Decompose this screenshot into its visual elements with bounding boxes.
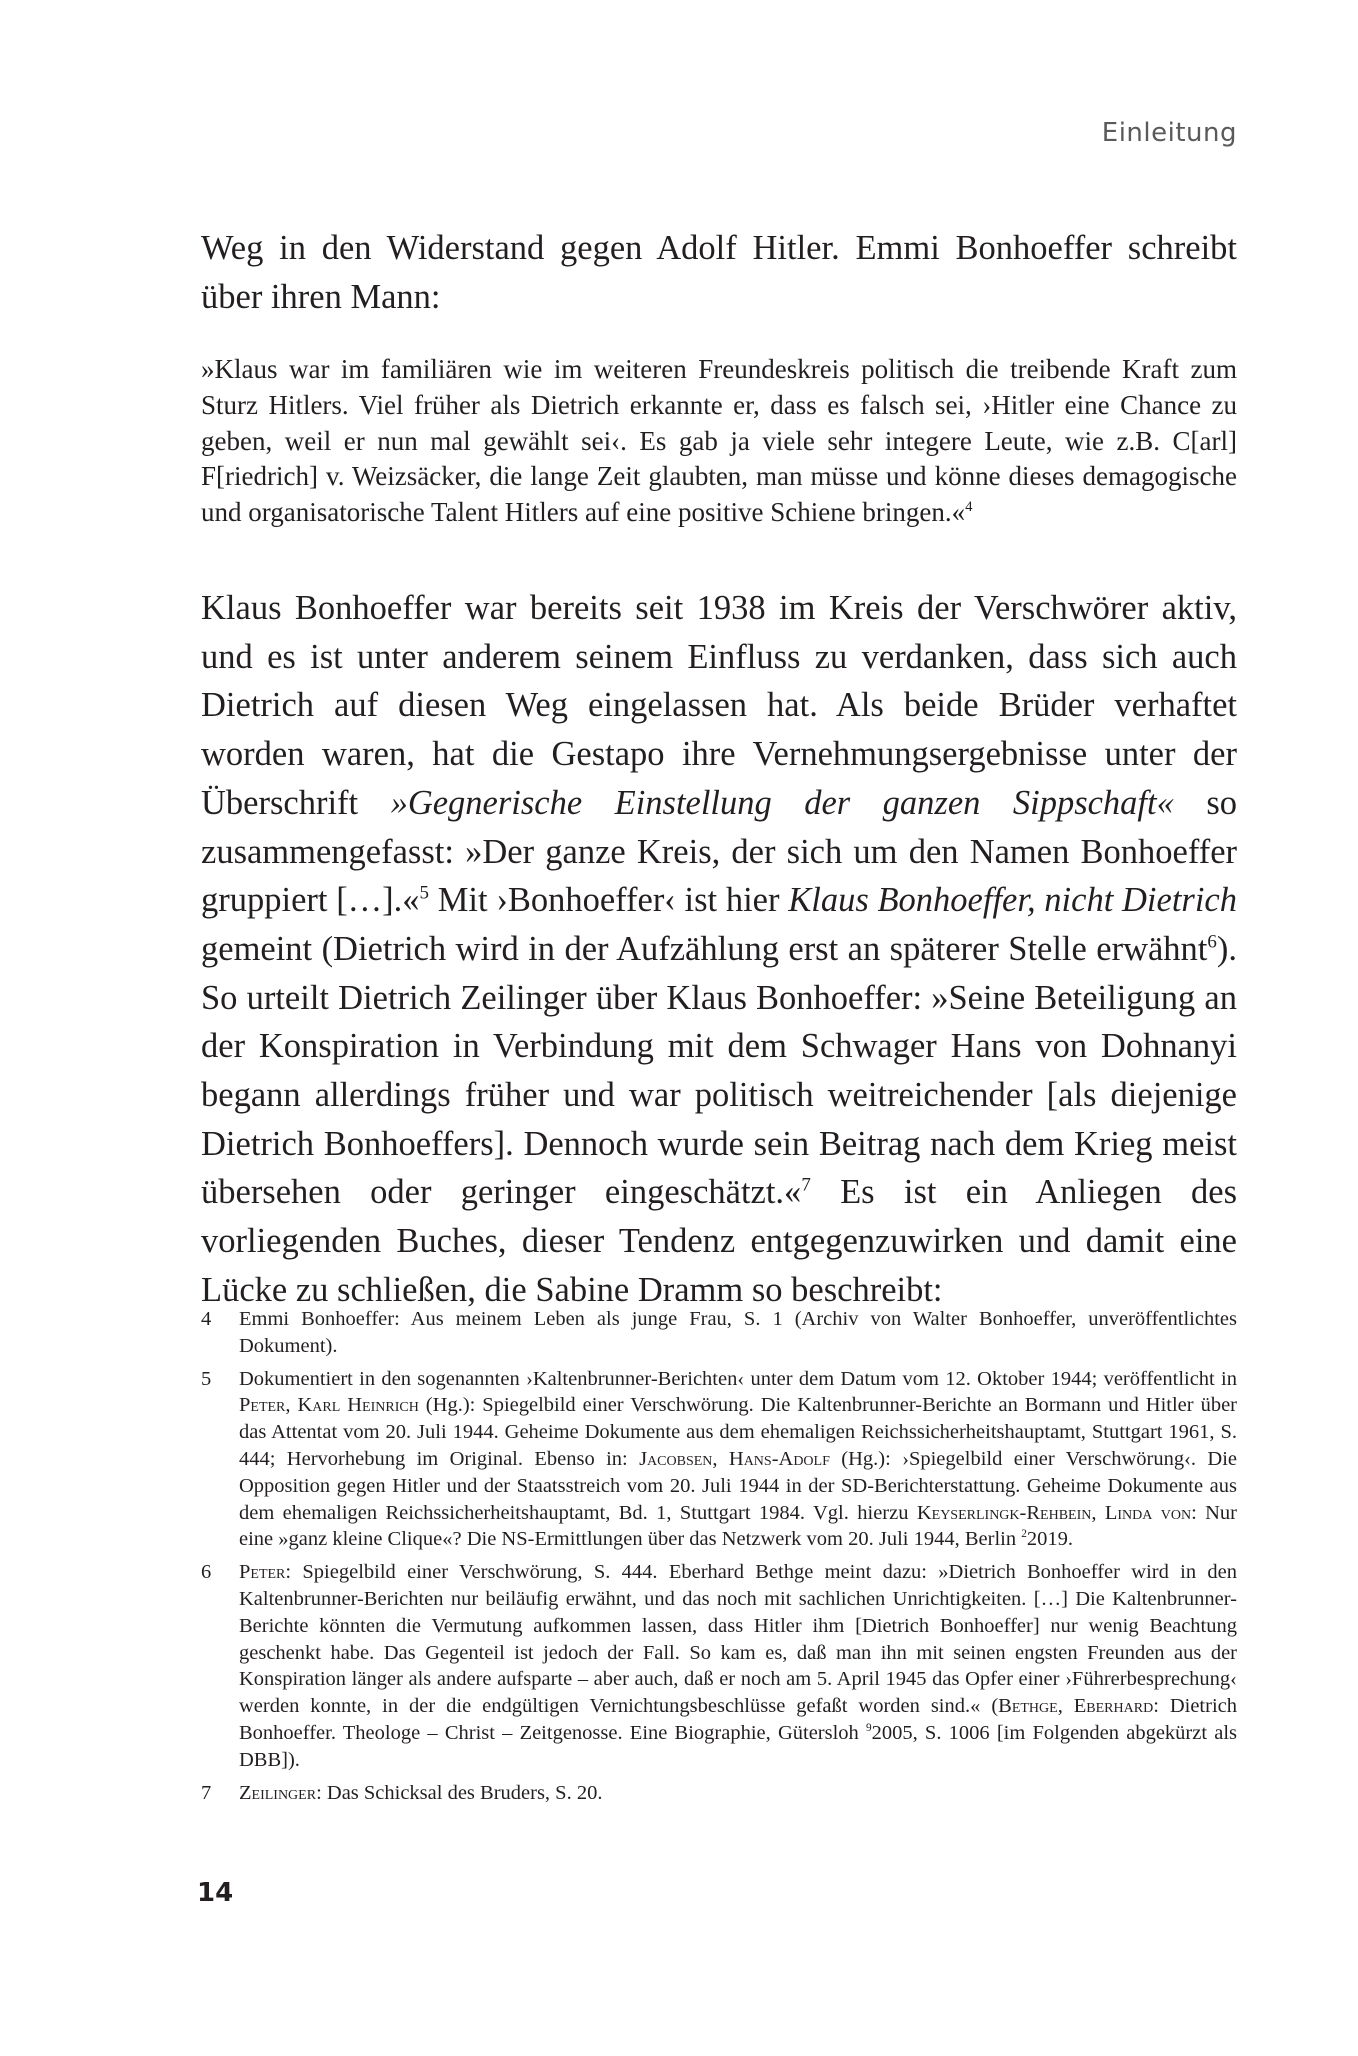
fn6-text-a: : Spiegelbild einer Verschwörung, S. 444. Eberhard Bethge meint dazu: »Dietrich Bonhoeffer wird in den Kaltenbrunner-Berichten nur beiläufig erwähnt, und das noch mit sachlichen Unrichtigkeiten. […] Die Kaltenbrunner-Berichte könnten die Vermutung aufkommen lassen, dass Hitler ihm [Dietrich Bonhoeffer] nur wenig Beachtung geschenkt habe. Das Gegenteil ist jedoch der Fall. So kam es, daß man ihn mit seinen engsten Freunden aus der Konspiration länger als andere aufsparte – aber auch, daß er noch am 5. April 1945 das Opfer einer ›Führerbesprechung‹ werden konnte, in der die endgültigen Vernichtungsbeschlüsse gefaßt worden sind.« ( bbox=[239, 1561, 1237, 1718]
fn7-text-a: : Das Schicksal des Bruders, S. 20. bbox=[316, 1781, 603, 1804]
fn5-author-keyserlingk: Keyserlingk-Rehbein, Linda von bbox=[916, 1501, 1192, 1524]
footnote-text bbox=[239, 1366, 1237, 1554]
main-text-4: gemeint (Dietrich wird in der Aufzählung erst an späterer Stelle erwähnt bbox=[201, 929, 1208, 968]
footnote-4 bbox=[201, 1306, 1237, 1360]
page-number: 14 bbox=[197, 1878, 234, 1908]
running-head: Einleitung bbox=[1101, 118, 1237, 148]
main-text-6: Es ist ein Anliegen des vorliegenden Buches, dieser Tendenz entgegenzuwirken und damit eine Lücke zu schließen, die Sabine Dramm so beschreibt: bbox=[201, 1173, 1237, 1309]
fn5-author-peter: Peter, Karl Heinrich bbox=[239, 1394, 419, 1417]
footnote-number: 6 bbox=[201, 1561, 212, 1584]
fn6-author-peter: Peter bbox=[239, 1561, 286, 1584]
main-text-1: Klaus Bonhoeffer war bereits seit 1938 im Kreis der Verschwörer aktiv, und es ist unter anderem seinem Einfluss zu verdanken, dass sich auch Dietrich auf diesen Weg eingelassen hat. Als beide Brüder verhaftet worden waren, hat die Gestapo ihre Vernehmungsergebnisse unter der Überschrift bbox=[201, 589, 1237, 822]
fn7-author-zeilinger: Zeilinger bbox=[239, 1781, 317, 1804]
fn6-author-bethge: Bethge, Eberhard bbox=[998, 1695, 1154, 1718]
main-text-3: Mit ›Bonhoeffer‹ ist hier bbox=[429, 881, 789, 920]
fn5-text-d: : Nur eine »ganz kleine Clique«? Die NS-Ermittlungen über das Netzwerk vom 20. Juli 1944, Berlin bbox=[239, 1501, 1238, 1551]
block-quote bbox=[201, 352, 1237, 531]
footnote-number: 7 bbox=[201, 1781, 212, 1804]
fn5-edition: 2 bbox=[1021, 1528, 1027, 1541]
fn5-text-e: 2019. bbox=[1026, 1528, 1073, 1551]
intro-paragraph bbox=[201, 224, 1237, 321]
footnote-ref-4: 4 bbox=[965, 499, 973, 516]
italic-klaus: Klaus Bonhoeffer, nicht Dietrich bbox=[788, 881, 1237, 920]
footnote-7 bbox=[201, 1780, 1237, 1807]
main-text-5: ). So urteilt Dietrich Zeilinger über Klaus Bonhoeffer: »Seine Beteiligung an der Konspiration in Verbindung mit dem Schwager Hans von Dohnanyi begann allerdings früher und war politisch weitreichender [als diejenige Dietrich Bonhoeffers]. Dennoch wurde sein Beitrag nach dem Krieg meist übersehen oder geringer eingeschätzt.« bbox=[201, 929, 1237, 1212]
footnote-number: 5 bbox=[201, 1367, 212, 1390]
fn5-text-c: (Hg.): ›Spiegelbild einer Verschwörung‹. Die Opposition gegen Hitler und der Staatsstreich vom 20. Juli 1944 in der SD-Berichterstattung. Geheime Dokumente aus dem ehemaligen Reichssicherheitshauptamt, Bd. 1, Stuttgart 1984. Vgl. hierzu bbox=[239, 1447, 1237, 1524]
fn6-text-c: 2005, S. 1006 [im Folgenden abgekürzt als DBB]). bbox=[239, 1721, 1237, 1771]
fn5-author-jacobsen: Jacobsen, Hans-Adolf bbox=[639, 1447, 830, 1470]
fn5-text-b: (Hg.): Spiegelbild einer Verschwörung. Die Kaltenbrunner-Berichte an Bormann und Hitler über das Attentat vom 20. Juli 1944. Geheime Dokumente aus dem ehemaligen Reichssicherheitshauptamt, Stuttgart 1961, S. 444; Hervorhebung im Original. Ebenso in: bbox=[239, 1394, 1237, 1470]
fn6-edition: 9 bbox=[865, 1722, 872, 1735]
footnote-6 bbox=[201, 1559, 1237, 1773]
footnote-number: 4 bbox=[201, 1308, 212, 1330]
footnote-ref-7: 7 bbox=[801, 1174, 811, 1196]
footnote-ref-5: 5 bbox=[419, 882, 430, 904]
footnote-ref-6: 6 bbox=[1207, 931, 1217, 953]
footnotes bbox=[201, 1306, 1237, 1812]
italic-heading-quote: »Gegnerische Einstellung der ganzen Sippschaft« bbox=[390, 783, 1174, 822]
main-text-2: so zusammengefasst: »Der ganze Kreis, der sich um den Namen Bonhoeffer gruppiert […].« bbox=[201, 783, 1237, 920]
fn5-text-a: Dokumentiert in den sogenannten ›Kaltenbrunner-Berichten‹ unter dem Datum vom 12. Oktober 1944; veröffentlicht in bbox=[239, 1367, 1237, 1390]
fn6-text-b: : Dietrich Bonhoeffer. Theologe – Christ – Zeitgenosse. Eine Biographie, Gütersloh bbox=[239, 1695, 1238, 1744]
main-paragraph bbox=[201, 584, 1237, 1315]
footnote-text: Emmi Bonhoeffer: Aus meinem Leben als junge Frau, S. 1 (Archiv von Walter Bonhoeffer, unveröffentlichtes Dokument). bbox=[239, 1308, 1237, 1357]
footnote-text bbox=[239, 1559, 1237, 1773]
intro-text: Weg in den Widerstand gegen Adolf Hitler. Emmi Bonhoeffer schreibt über ihren Mann: bbox=[201, 229, 1237, 316]
quote-text: »Klaus war im familiären wie im weiteren Freundeskreis politisch die treibende Kraft zum Sturz Hitlers. Viel früher als Dietrich erkannte er, dass es falsch sei, ›Hitler eine Chance zu geben, weil er nun mal gewählt sei‹. Es gab ja viele sehr integere Leute, wie z.B. C[arl] F[riedrich] v. Weizsäcker, die lange Zeit glaubten, man müsse und könne dieses demagogische und organisatorische Talent Hitlers auf eine positive Schiene bringen.« bbox=[201, 354, 1237, 528]
footnote-text bbox=[239, 1780, 1237, 1807]
footnote-5 bbox=[201, 1366, 1237, 1554]
